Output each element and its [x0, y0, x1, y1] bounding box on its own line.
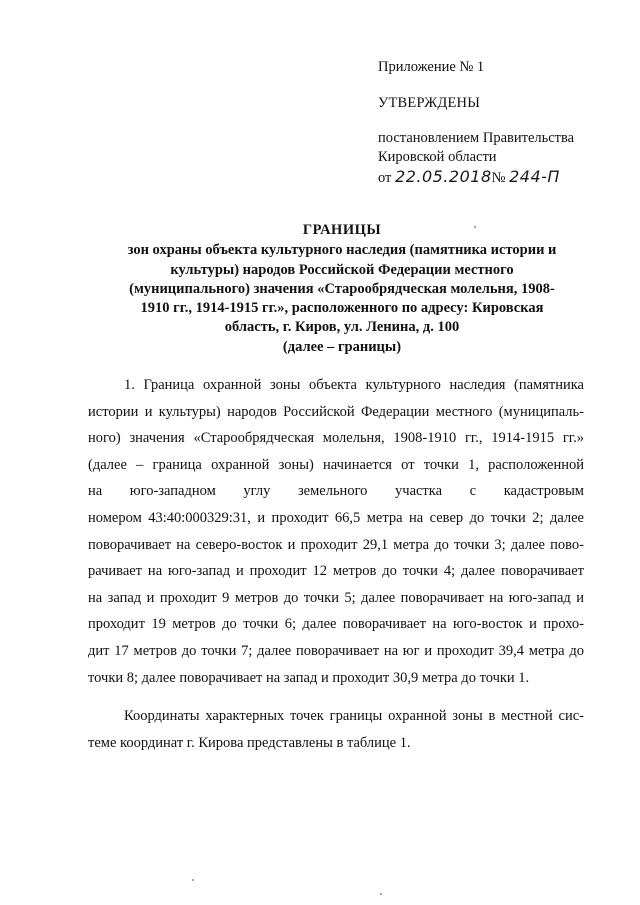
title-line: зон охраны объекта культурного наследия (памятника истории и	[127, 242, 557, 259]
paragraph-line: проходит 19 метров до точки 6; далее поворачивает на юго-восток и прохо-	[88, 616, 584, 633]
document-title	[100, 221, 584, 357]
handwritten-date: 22.05.2018	[395, 167, 492, 186]
paragraph-line: дит 17 метров до точки 7; далее поворачивает на юг и проходит 39,4 метра до	[88, 642, 584, 659]
appendix-label: Приложение № 1	[378, 59, 485, 75]
paragraph-line: точки 8; далее поворачивает на запад и проходит 30,9 метра до точки 1.	[88, 669, 530, 686]
document-body	[88, 372, 584, 756]
approved-label: УТВЕРЖДЕНЫ	[378, 95, 481, 111]
paragraph-line: номером 43:40:000329:31, и проходит 66,5 метра на север до точки 2; далее	[88, 509, 584, 526]
paragraph-line: Координаты характерных точек границы охранной зоны в местной сис-	[124, 708, 584, 725]
title-line: (далее – границы)	[282, 338, 402, 355]
paragraph-line: рачивает на юго-запад и проходит 12 метров до точки 4; далее поворачивает	[88, 563, 584, 580]
scan-speck	[474, 226, 476, 228]
handwritten-number: 244-П	[509, 167, 560, 186]
date-prefix: от	[378, 170, 392, 186]
title-heading: ГРАНИЦЫ	[302, 222, 382, 238]
paragraph-line: 1. Граница охранной зоны объекта культурного наследия (памятника	[124, 377, 584, 393]
number-prefix: №	[491, 170, 506, 186]
paragraph-line: поворачивает на северо-восток и проходит 29,1 метра до точки 3; далее пово-	[88, 536, 584, 553]
coordinates-paragraph	[88, 703, 584, 756]
decree-reference	[378, 129, 628, 188]
paragraph-line: истории и культуры) народов Российской Федерации местного (муниципаль-	[88, 403, 584, 420]
title-line: 1910 гг., 1914-1915 гг.», расположенного по адресу: Кировская	[140, 300, 544, 317]
decree-line-1: постановлением Правительства	[378, 130, 575, 146]
paragraph-line: на юго-западном углу земельного участка с кадастровым	[88, 483, 584, 500]
paragraph-line: (далее – граница охранной зоны) начинается от точки 1, расположенной	[88, 456, 584, 473]
boundary-paragraph	[88, 372, 584, 691]
title-line: культуры) народов Российской Федерации местного	[170, 261, 514, 278]
title-line: область, г. Киров, ул. Ленина, д. 100	[224, 319, 460, 336]
paragraph-line: ного) значения «Старообрядческая молельня, 1908-1910 гг., 1914-1915 гг.»	[88, 430, 584, 447]
paragraph-line: на запад и проходит 9 метров до точки 5; далее поворачивает на юго-запад и	[88, 589, 584, 606]
decree-date-line	[378, 167, 628, 188]
decree-line-2: Кировской области	[378, 149, 497, 165]
scan-speck	[380, 893, 382, 895]
approval-header	[378, 58, 628, 188]
paragraph-line: теме координат г. Кирова представлены в таблице 1.	[88, 734, 411, 751]
scan-speck	[192, 879, 194, 881]
title-line: (муниципального) значения «Старообрядческая молельня, 1908-	[129, 280, 555, 297]
